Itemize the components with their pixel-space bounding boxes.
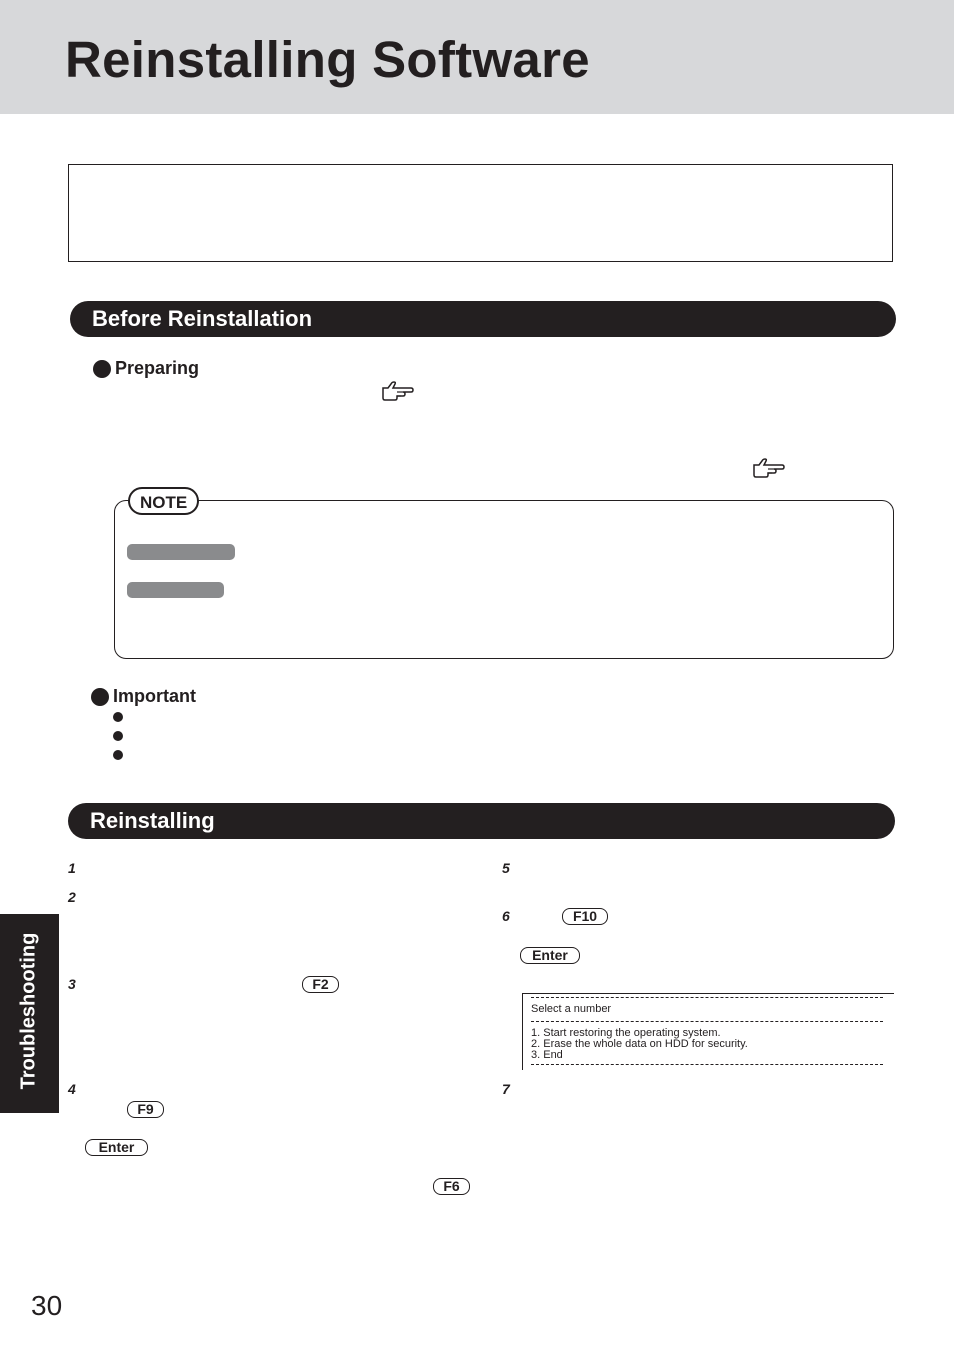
step-number: 1	[68, 860, 76, 876]
step-number: 3	[68, 976, 76, 992]
important-bullet-2	[113, 731, 123, 741]
bullet-icon	[93, 360, 111, 378]
section-heading-label: Reinstalling	[90, 808, 215, 833]
step-number: 4	[68, 1081, 76, 1097]
key-enter: Enter	[85, 1139, 148, 1156]
key-f2: F2	[302, 976, 339, 993]
step-number: 2	[68, 889, 76, 905]
pointing-hand-icon	[381, 380, 415, 402]
side-tab-label: Troubleshooting	[17, 932, 40, 1090]
step-number: 7	[502, 1081, 510, 1097]
menu-option: 3. End	[531, 1049, 563, 1061]
bullet-icon	[91, 688, 109, 706]
key-f10: F10	[562, 908, 608, 925]
page-number: 30	[31, 1290, 63, 1321]
note-tag-2	[127, 582, 224, 598]
note-box	[114, 500, 894, 659]
important-label: Important	[113, 686, 196, 706]
intro-box	[68, 164, 893, 262]
preparing-label: Preparing	[115, 358, 200, 378]
key-f6: F6	[433, 1178, 470, 1195]
preparing-heading	[93, 358, 199, 379]
note-tag-1	[127, 544, 235, 560]
menu-divider	[531, 1064, 883, 1065]
step-number: 5	[502, 860, 510, 876]
key-f9: F9	[127, 1101, 164, 1118]
menu-prompt: Select a number	[531, 1003, 612, 1015]
menu-divider	[531, 1021, 883, 1022]
section-heading-reinstalling	[68, 803, 895, 839]
menu-option: 1. Start restoring the operating system.	[531, 1027, 721, 1039]
key-enter: Enter	[520, 947, 580, 964]
menu-divider	[531, 997, 883, 998]
note-label: NOTE	[128, 487, 199, 515]
important-bullet-3	[113, 750, 123, 760]
step-number: 6	[502, 908, 510, 924]
page-title: Reinstalling Software	[65, 31, 590, 88]
section-heading-label: Before Reinstallation	[92, 306, 313, 331]
section-heading-before-reinstallation	[70, 301, 896, 337]
menu-option: 2. Erase the whole data on HDD for security.	[531, 1038, 748, 1050]
important-heading	[91, 686, 196, 707]
important-bullet-1	[113, 712, 123, 722]
pointing-hand-icon	[752, 457, 786, 479]
